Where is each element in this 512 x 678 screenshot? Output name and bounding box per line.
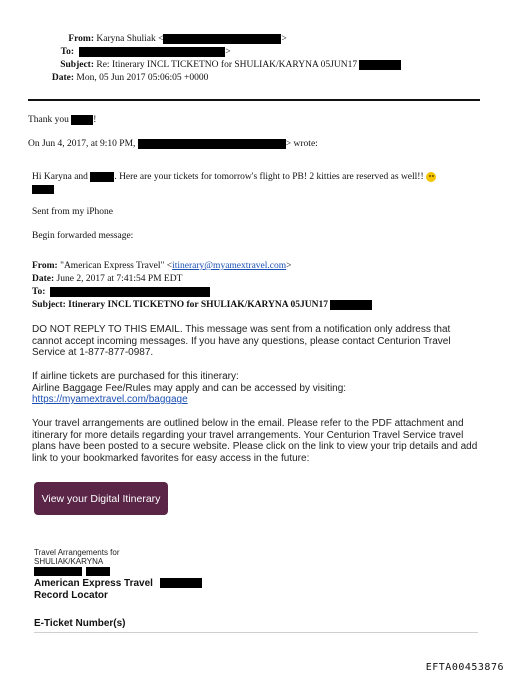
redaction <box>359 60 401 70</box>
forwarded-marker: Begin forwarded message: <box>32 231 134 241</box>
fwd-from-label: From: <box>32 261 58 271</box>
from-value: Karyna Shuliak < <box>96 34 164 44</box>
header-subject-row <box>20 59 490 72</box>
on-date-text: On Jun 4, 2017, at 9:10 PM, <box>28 139 136 149</box>
wrote-text: > wrote: <box>285 139 318 149</box>
fwd-from-value: "American Express Travel" < <box>60 261 173 271</box>
fwd-date-value: June 2, 2017 at 7:41:54 PM EDT <box>56 274 183 284</box>
redaction <box>34 567 82 576</box>
thank-you-end: ! <box>93 115 97 125</box>
arrangements-notice: Your travel arrangements are outlined below in the email. Please refer to the PDF attachment and itinerary for more details regarding your travel arrangements. Your Centurion Travel Service travel plans have been posted to a secure website. Please click on the link to view your trip details and add link to your bookmarked favorites for easy access in the future: <box>32 418 478 464</box>
fwd-from-row <box>32 260 492 273</box>
baggage-line-1: If airline tickets are purchased for this itinerary: <box>32 371 239 382</box>
record-locator-label: Record Locator <box>34 590 108 601</box>
baggage-line-2: Airline Baggage Fee/Rules may apply and can be accessed by visiting: <box>32 382 347 394</box>
header-from-row <box>20 33 490 46</box>
redaction <box>330 300 372 310</box>
baggage-link[interactable]: https://myamextravel.com/baggage <box>32 394 188 406</box>
no-reply-notice: DO NOT REPLY TO THIS EMAIL. This message was sent from a notification only address that cannot accept incoming messages. If you have any questions, please contact Centurion Travel Service at 1-877-877-0987. <box>32 324 451 359</box>
fwd-subject-label: Subject: <box>32 300 66 310</box>
fwd-date-row <box>32 273 492 286</box>
header-date-row <box>20 72 490 85</box>
header-to-row <box>20 46 490 59</box>
redaction <box>90 172 114 182</box>
redaction <box>138 139 286 149</box>
quoted-message <box>32 171 492 183</box>
company-name: American Express Travel <box>34 578 153 589</box>
fwd-subject-row <box>32 299 492 312</box>
close-bracket: > <box>225 47 231 57</box>
eticket-heading: E-Ticket Number(s) <box>34 618 126 629</box>
redaction <box>32 185 54 194</box>
company-row <box>34 578 202 590</box>
fwd-to-row <box>32 286 492 299</box>
baggage-notice <box>32 371 478 406</box>
greeting-text: Hi Karyna and <box>32 172 88 182</box>
redaction <box>160 578 202 588</box>
forwarded-header <box>32 260 492 312</box>
date-label: Date: <box>51 73 74 83</box>
fwd-subject-value: Itinerary INCL TICKETNO for SHULIAK/KARYNA 05JUN17 <box>68 300 328 310</box>
email-header <box>20 33 490 85</box>
redaction <box>50 287 210 297</box>
fwd-to-label: To: <box>32 287 46 297</box>
sent-from-signature: Sent from my iPhone <box>32 207 114 217</box>
view-itinerary-button[interactable]: View your Digital Itinerary <box>34 482 168 515</box>
fwd-from-end: > <box>286 261 292 271</box>
thank-you-line <box>28 114 96 126</box>
arrangements-label <box>34 548 120 567</box>
close-bracket: > <box>281 34 287 44</box>
header-divider <box>28 99 480 101</box>
smile-emoji-icon <box>426 172 436 182</box>
redaction <box>79 47 225 57</box>
arrangements-traveler-name: SHULIAK/KARYNA <box>34 557 104 567</box>
redaction <box>71 115 93 125</box>
fwd-date-label: Date: <box>32 274 55 284</box>
eticket-divider <box>34 632 478 633</box>
redaction <box>86 567 110 576</box>
arrangements-label-line-1: Travel Arrangements for <box>34 548 120 557</box>
message-text: . Here are your tickets for tomorrow's flight to PB! 2 kitties are reserved as well!! <box>114 172 424 182</box>
fwd-from-email-link[interactable]: itinerary@myamextravel.com <box>172 261 287 271</box>
redaction <box>163 34 281 44</box>
from-label: From: <box>68 34 94 44</box>
traveler-redactions <box>34 567 110 576</box>
subject-label: Subject: <box>60 60 94 70</box>
bates-number: EFTA00453876 <box>425 662 504 673</box>
to-label: To: <box>60 47 74 57</box>
date-value: Mon, 05 Jun 2017 05:06:05 +0000 <box>76 73 209 83</box>
reply-attribution <box>28 138 318 150</box>
company-block <box>34 578 202 602</box>
thank-you-text: Thank you <box>28 115 69 125</box>
subject-value: Re: Itinerary INCL TICKETNO for SHULIAK/KARYNA 05JUN17 <box>96 60 358 70</box>
